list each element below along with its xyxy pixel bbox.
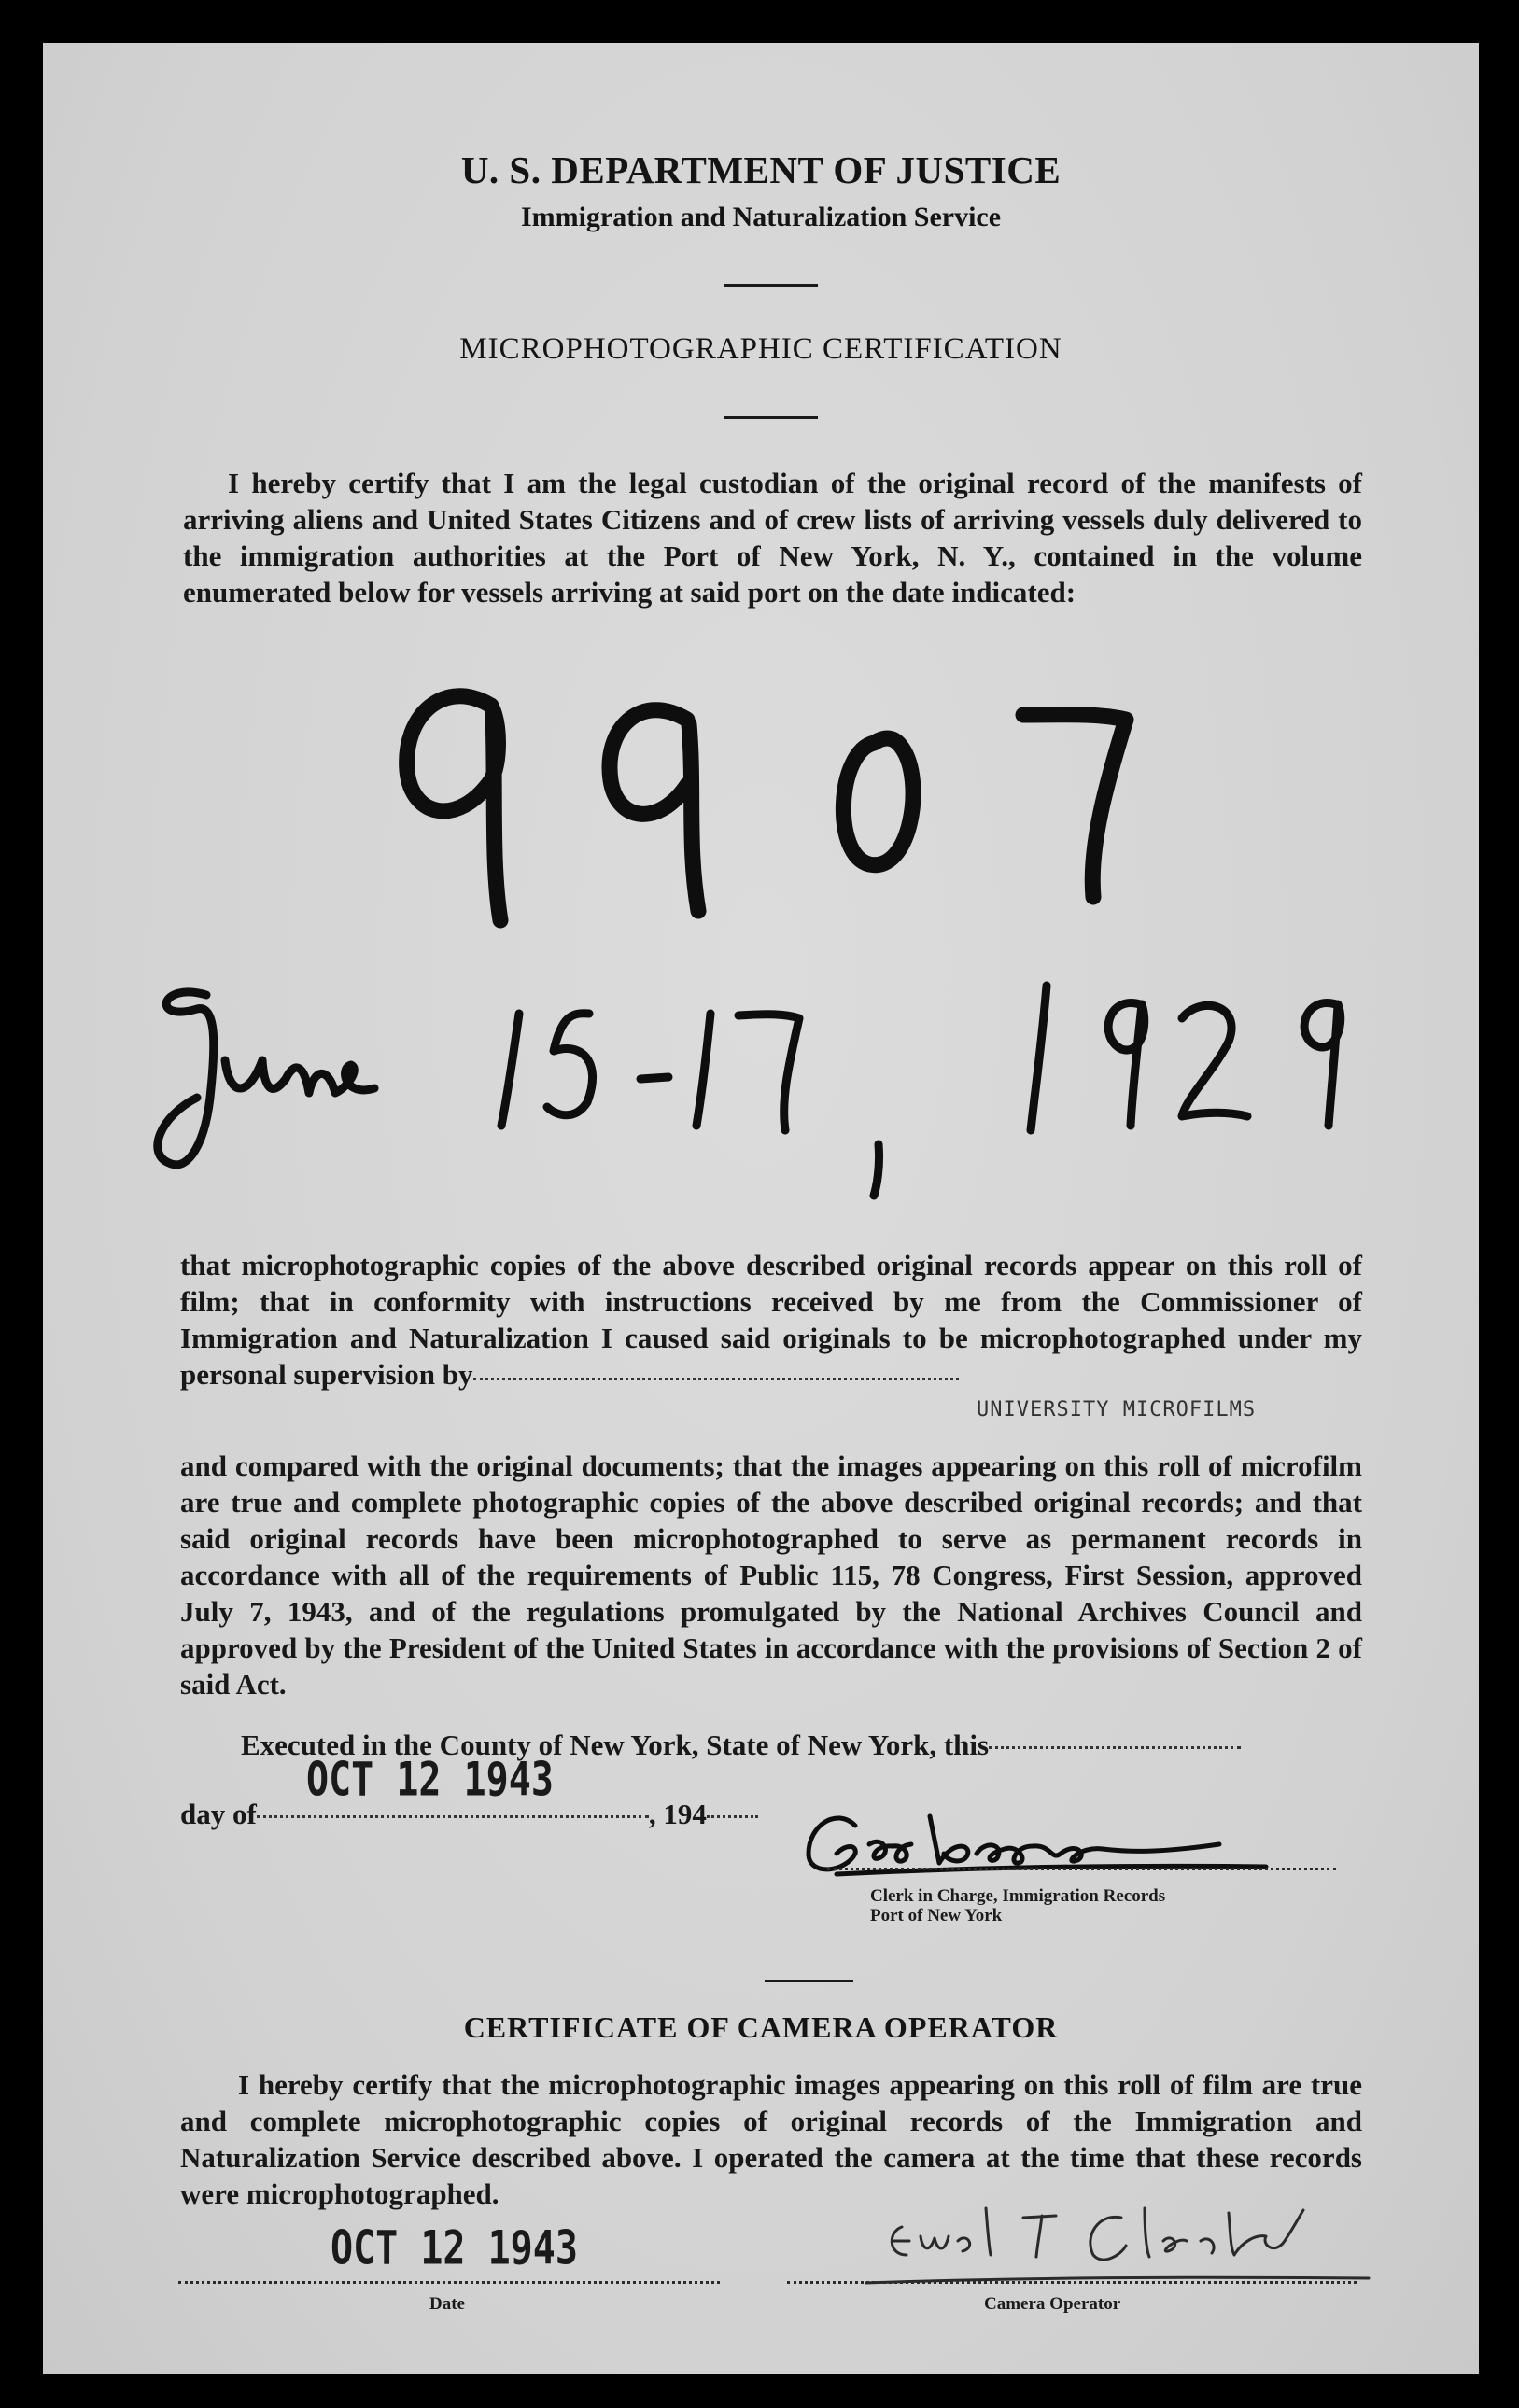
divider-rule bbox=[765, 1980, 853, 1982]
body-paragraph-part2: and compared with the original documents; that the images appearing on this roll of microfilm are true and complete photographic copies of the above described original records; and that said original records have been microphotographed to serve as permanent records in accordance with all of the requirements of Public 115, 78 Congress, First Session, approved July 7, 1943, and of the regulations promulgated by the National Archives Council and approved by the President of the United States in accordance with the provisions of Section 2 of said Act. bbox=[180, 1449, 1362, 1701]
divider-rule bbox=[724, 284, 818, 287]
camera-operator-label: Camera Operator bbox=[984, 2294, 1121, 2314]
handwritten-date-range bbox=[94, 930, 1420, 1200]
date-label: Date bbox=[429, 2294, 465, 2314]
camera-operator-heading: CERTIFICATE OF CAMERA OPERATOR bbox=[463, 2010, 1059, 2044]
operator-signature-line bbox=[787, 2281, 1357, 2284]
date-line bbox=[178, 2281, 720, 2284]
handwritten-volume-number bbox=[351, 640, 1191, 948]
day-line bbox=[989, 1746, 1241, 1749]
department-title: U. S. DEPARTMENT OF JUSTICE bbox=[460, 148, 1062, 191]
stamped-date-operator: OCT 12 1943 bbox=[331, 2221, 578, 2275]
typed-supervisor: UNIVERSITY MICROFILMS bbox=[977, 1398, 1257, 1421]
executed-label: Executed in the County of New York, State of New York, this bbox=[241, 1729, 990, 1761]
clerk-signature-line bbox=[827, 1868, 1336, 1870]
clerk-title bbox=[870, 1886, 1165, 1925]
body-paragraph-part1 bbox=[180, 1247, 1362, 1393]
operator-signature bbox=[865, 2190, 1387, 2292]
year-line bbox=[707, 1815, 758, 1818]
clerk-signature bbox=[781, 1788, 1341, 1891]
year-prefix: , 194 bbox=[648, 1798, 707, 1830]
month-line bbox=[257, 1815, 649, 1818]
stamped-date-execution: OCT 12 1943 bbox=[306, 1753, 554, 1807]
supervisor-line bbox=[473, 1378, 959, 1380]
certification-title: MICROPHOTOGRAPHIC CERTIFICATION bbox=[459, 332, 1062, 366]
service-subtitle: Immigration and Naturalization Service bbox=[520, 202, 1002, 232]
divider-rule bbox=[724, 416, 818, 419]
body-paragraph-text: that microphotographic copies of the above described original records appear on this roll of film; that in conformity with instructions received by me from the Commissioner of Immigration and Naturalization I caused said originals to be microphotographed under my personal supervision by bbox=[180, 1249, 1362, 1391]
intro-paragraph: I hereby certify that I am the legal custodian of the original record of the manifests of arriving aliens and United States Citizens and of crew lists of arriving vessels duly delivered to the immigration authorities at the Port of New York, N. Y., contained in the volume enumerated below for vessels arriving at said port on the date indicated: bbox=[183, 467, 1362, 609]
day-of-label: day of bbox=[180, 1798, 257, 1830]
clerk-title-line2: Port of New York bbox=[870, 1906, 1003, 1925]
camera-operator-paragraph: I hereby certify that the microphotographic images appearing on this roll of film are true and complete microphotographic copies of original records of the Immigration and Naturalization Service described above. I operated the camera at the time that these records were microphotographed. bbox=[180, 2068, 1362, 2210]
certificate-page bbox=[43, 43, 1479, 2374]
clerk-title-line1: Clerk in Charge, Immigration Records bbox=[870, 1886, 1166, 1906]
